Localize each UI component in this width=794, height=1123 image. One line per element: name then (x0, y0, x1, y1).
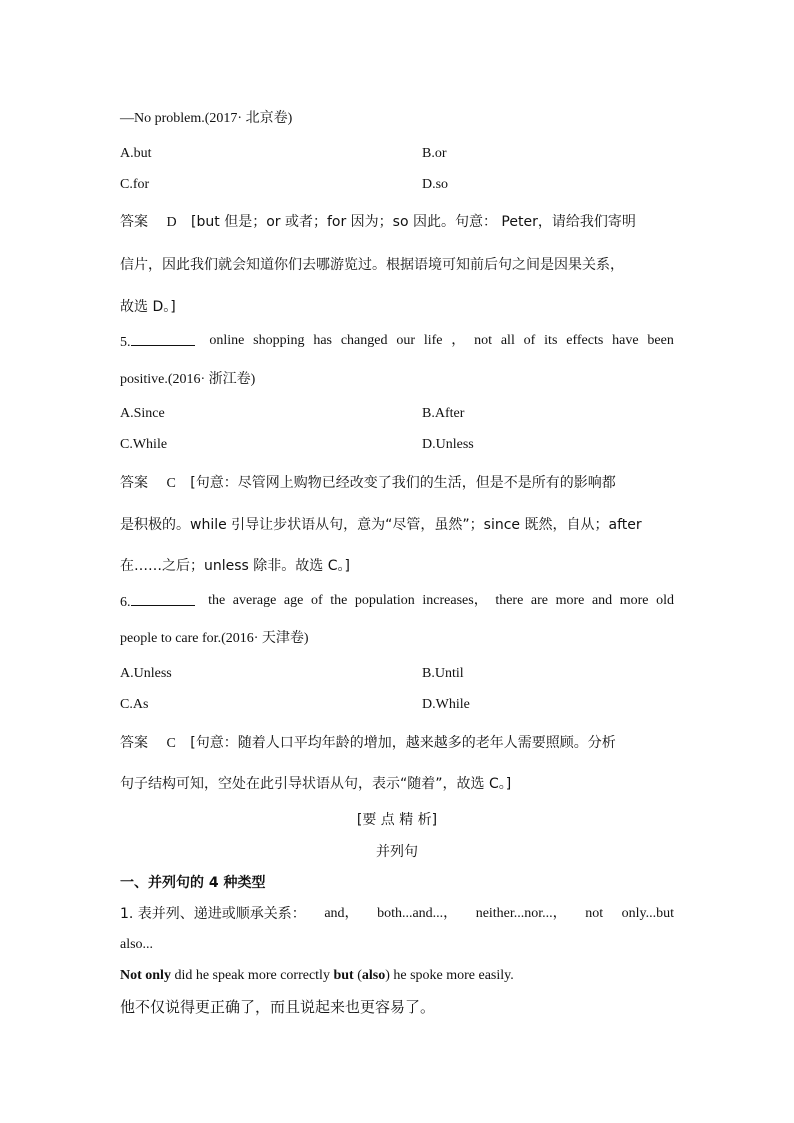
answer-key: C (166, 736, 176, 751)
q6-word: the (330, 593, 348, 608)
example-emphasis: also (361, 968, 386, 983)
q4-option-d: D.so (422, 177, 449, 192)
q5-word: not (474, 333, 493, 348)
q5-word: changed (340, 333, 388, 348)
q5-word: ， (451, 333, 466, 348)
section-bracket-title: [要 点 精 析] (356, 812, 438, 828)
q5-options-row-1 (120, 404, 674, 424)
q4-option-a: A.but (120, 146, 152, 161)
q5-option-b: B.After (422, 406, 465, 421)
q4-answer-line-1 (120, 212, 674, 233)
q5-word: life (423, 333, 443, 348)
q5-word: all (500, 333, 515, 348)
conjunction: neither...nor...， (475, 906, 567, 921)
example-emphasis: but (333, 968, 354, 983)
q5-options-row-2 (120, 435, 674, 455)
conjunction: both...and...， (377, 906, 458, 921)
q5-word: shopping (253, 333, 305, 348)
q5-word: of (523, 333, 536, 348)
section-subtitle: 并列句 (376, 844, 418, 860)
conjunction: not (585, 906, 604, 921)
q4-dialogue-tail: —No problem.(2017· 北京卷) (120, 111, 293, 126)
answer-explanation: [but 但是；or 或者；for 因为；so 因此。句意： Peter，请给我们寄明 (191, 214, 636, 230)
q6-number-blank (120, 591, 201, 613)
example-sentence (120, 966, 674, 986)
q4-option-b: B.or (422, 146, 447, 161)
section-heading: 一、并列句的 4 种类型 (120, 875, 266, 891)
q4-option-c: C.for (120, 177, 150, 192)
item1-line-2: also... (120, 937, 154, 952)
q6-word: of (310, 593, 323, 608)
q5-word: online (209, 333, 245, 348)
q6-word: there (495, 593, 524, 608)
example-emphasis: Not only (120, 968, 171, 983)
q6-word: more (555, 593, 585, 608)
q6-word: and (591, 593, 613, 608)
q6-option-b: B.Until (422, 666, 464, 681)
answer-label: 答案 (120, 735, 148, 751)
q5-word: effects (566, 333, 604, 348)
q5-number-blank (120, 331, 201, 353)
q6-stem-line-1 (120, 591, 674, 613)
q5-word: our (396, 333, 415, 348)
answer-blank (131, 331, 195, 346)
q5-answer-line-2: 是积极的。while 引导让步状语从句，意为“尽管，虽然”；since 既然，自从；after (120, 517, 642, 533)
conjunction: only...but (621, 906, 674, 921)
answer-label: 答案 (120, 475, 148, 491)
question-number: 5. (120, 335, 131, 350)
q5-word: its (544, 333, 558, 348)
q5-word: have (612, 333, 639, 348)
answer-explanation: [句意：尽管网上购物已经改变了我们的生活，但是不是所有的影响都 (190, 475, 616, 491)
q6-word: old (656, 593, 674, 608)
q6-answer-line-1 (120, 733, 674, 754)
q6-word: are (530, 593, 548, 608)
q4-options-row-1 (120, 144, 674, 164)
q4-answer-line-2: 信片，因此我们就会知道你们去哪游览过。根据语境可知前后句之间是因果关系， (120, 257, 624, 273)
question-number: 6. (120, 595, 131, 610)
q6-answer-line-2: 句子结构可知，空处在此引导状语从句，表示“随着”，故选 C。] (120, 776, 512, 792)
q6-word: average (232, 593, 277, 608)
example-text: ( (353, 968, 362, 983)
q5-option-a: A.Since (120, 406, 165, 421)
item1-intro: 1. 表并列、递进或顺承关系： (120, 906, 306, 922)
q6-word: more (619, 593, 649, 608)
q6-option-a: A.Unless (120, 666, 172, 681)
q6-option-d: D.While (422, 697, 470, 712)
example-text: ) he spoke more easily. (385, 968, 514, 983)
example-translation: 他不仅说得更正确了，而且说起来也更容易了。 (120, 998, 436, 1016)
q6-stem-line-2: people to care for.(2016· 天津卷) (120, 631, 309, 646)
answer-blank (131, 591, 195, 606)
q5-word: has (313, 333, 332, 348)
q4-options-row-2 (120, 175, 674, 195)
answer-key: C (166, 476, 176, 491)
q5-answer-line-1 (120, 473, 674, 494)
example-text: did he speak more correctly (170, 968, 334, 983)
answer-explanation: [句意：随着人口平均年龄的增加，越来越多的老年人需要照顾。分析 (190, 735, 616, 751)
q5-answer-line-3: 在……之后；unless 除非。故选 C。] (120, 558, 350, 574)
q6-word: age (283, 593, 304, 608)
q6-options-row-1 (120, 664, 674, 684)
q6-word: population (354, 593, 415, 608)
q5-word: been (647, 333, 674, 348)
q6-option-c: C.As (120, 697, 149, 712)
item1-line-1 (120, 904, 674, 924)
answer-label: 答案 (120, 214, 148, 230)
conjunction: and， (324, 906, 359, 921)
q6-options-row-2 (120, 695, 674, 715)
q5-option-c: C.While (120, 437, 168, 452)
q6-word: the (208, 593, 226, 608)
q6-word: increases， (422, 593, 488, 608)
q5-stem-line-2: positive.(2016· 浙江卷) (120, 372, 256, 387)
q5-option-d: D.Unless (422, 437, 474, 452)
q5-stem-line-1 (120, 331, 674, 353)
answer-key: D (166, 215, 177, 230)
q4-answer-line-3: 故选 D。] (120, 299, 176, 315)
